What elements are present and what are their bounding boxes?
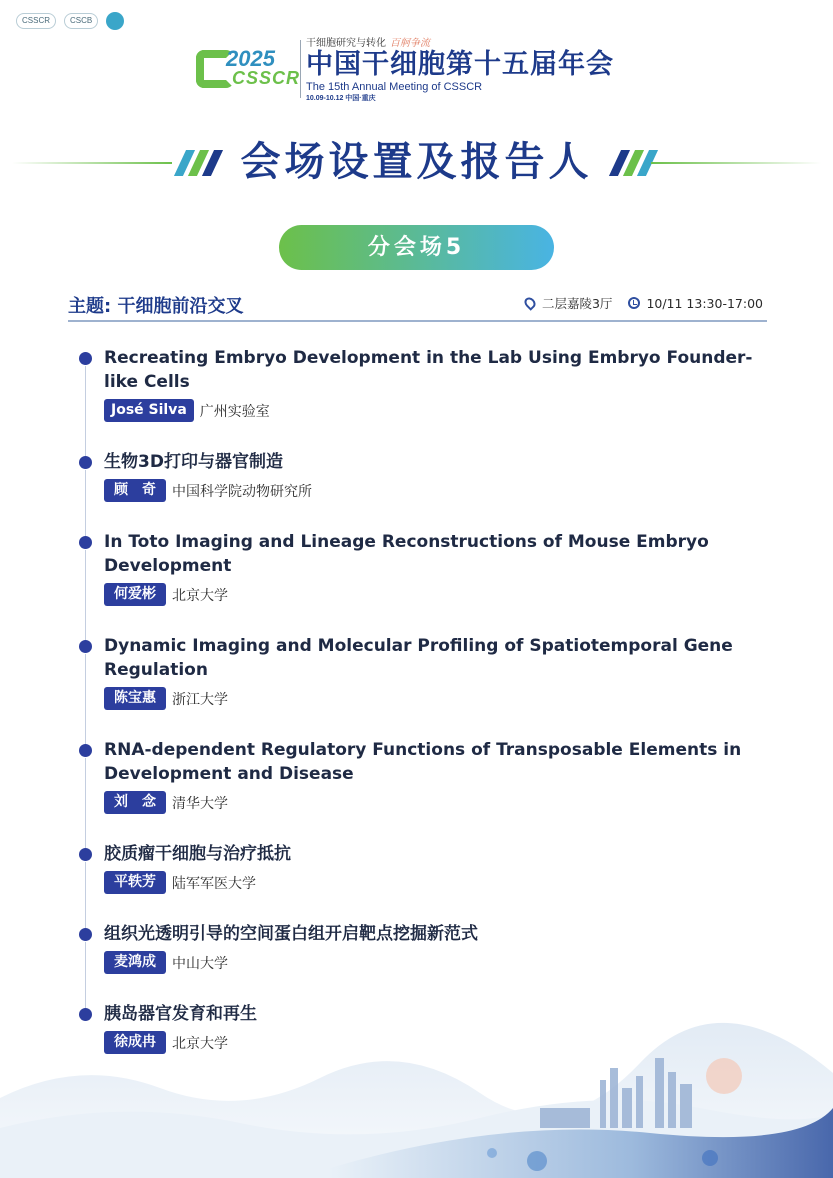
session-time: 10/11 13:30-17:00 xyxy=(646,295,763,311)
speaker-badge: 刘 念 xyxy=(104,791,166,814)
location-pin-icon xyxy=(522,295,538,311)
talk-title: Recreating Embryo Development in the Lab Using Embryo Founder-like Cells xyxy=(104,348,753,392)
slogan-text: 干细胞研究与转化 xyxy=(306,38,386,49)
theme-row xyxy=(68,290,767,322)
talk-title: 胶质瘤干细胞与治疗抵抗 xyxy=(104,844,291,864)
timeline-line xyxy=(85,758,86,848)
session-pill: 分会场5 xyxy=(279,225,554,270)
partner-logos xyxy=(16,12,124,30)
talk-title: Dynamic Imaging and Molecular Profiling of Spatiotemporal Gene Regulation xyxy=(104,636,733,680)
logo-letters: CSSCR xyxy=(232,68,301,88)
clock-icon xyxy=(628,297,640,309)
cscb-logo: CSCB xyxy=(64,13,98,29)
bullet-dot xyxy=(79,536,92,549)
speaker-row xyxy=(104,791,768,814)
brand-divider xyxy=(300,40,301,98)
slogan-script: 百舸争流 xyxy=(390,38,430,49)
bullet-dot xyxy=(79,640,92,653)
conference-subtitle: The 15th Annual Meeting of CSSCR xyxy=(306,81,483,93)
bullet-dot xyxy=(79,848,92,861)
speaker-row xyxy=(104,399,768,422)
timeline-line xyxy=(85,366,86,456)
session-location: 二层嘉陵3厅 xyxy=(541,296,613,311)
csscr-logo: CSSCR xyxy=(16,13,56,29)
section-header xyxy=(0,128,833,188)
bullet-dot xyxy=(79,456,92,469)
bullet-dot xyxy=(79,744,92,757)
brand-text xyxy=(306,34,614,103)
timeline-line xyxy=(85,550,86,640)
speaker-badge: José Silva xyxy=(104,399,194,422)
conference-title: 中国干细胞第十五届年会 xyxy=(306,49,614,80)
speaker-badge: 顾 奇 xyxy=(104,479,166,502)
talk-item xyxy=(78,922,768,1002)
csscr-2025-logo xyxy=(196,46,301,90)
talk-item xyxy=(78,842,768,922)
timeline-line xyxy=(85,862,86,928)
speaker-affiliation: 北京大学 xyxy=(172,587,228,604)
brand-slogan xyxy=(306,34,614,49)
speaker-badge: 徐成冉 xyxy=(104,1031,166,1054)
session-meta xyxy=(525,294,763,312)
bullet-dot xyxy=(79,928,92,941)
talk-list xyxy=(78,346,768,1072)
speaker-row xyxy=(104,871,768,894)
speaker-affiliation: 清华大学 xyxy=(172,795,228,812)
talk-title: In Toto Imaging and Lineage Reconstructions of Mouse Embryo Development xyxy=(104,532,709,576)
speaker-affiliation: 中山大学 xyxy=(172,955,228,972)
speaker-badge: 陈宝惠 xyxy=(104,687,166,710)
speaker-row xyxy=(104,479,768,502)
talk-item xyxy=(78,530,768,634)
right-rule xyxy=(651,162,821,164)
speaker-row xyxy=(104,687,768,710)
timeline-line xyxy=(85,470,86,536)
city-landscape-illustration xyxy=(0,1018,833,1178)
speaker-affiliation: 陆军军医大学 xyxy=(172,875,256,892)
speaker-affiliation: 浙江大学 xyxy=(172,691,228,708)
conference-dates: 10.09-10.12 中国·重庆 xyxy=(306,95,376,102)
talk-item xyxy=(78,738,768,842)
speaker-affiliation: 广州实验室 xyxy=(199,403,270,420)
speaker-badge: 平轶芳 xyxy=(104,871,166,894)
talk-item xyxy=(78,634,768,738)
talk-title: 生物3D打印与器官制造 xyxy=(104,452,283,472)
logo-year: 2025 xyxy=(226,46,275,71)
timeline-line xyxy=(85,942,86,1008)
conference-brand xyxy=(196,34,636,104)
timeline-line xyxy=(85,654,86,744)
talk-title: 组织光透明引导的空间蛋白组开启靶点挖掘新范式 xyxy=(104,924,478,944)
talk-item xyxy=(78,450,768,530)
talk-title: RNA-dependent Regulatory Functions of Transposable Elements in Development and Disease xyxy=(104,740,742,784)
speaker-affiliation: 北京大学 xyxy=(172,1035,228,1052)
speaker-badge: 何爱彬 xyxy=(104,583,166,606)
speaker-row xyxy=(104,951,768,974)
speaker-badge: 麦鸿成 xyxy=(104,951,166,974)
speaker-affiliation: 中国科学院动物研究所 xyxy=(172,483,312,500)
bullet-dot xyxy=(79,352,92,365)
talk-title: 胰岛器官发育和再生 xyxy=(104,1004,257,1024)
talk-item xyxy=(78,346,768,450)
society-seal-icon xyxy=(106,12,124,30)
section-title: 会场设置及报告人 xyxy=(240,138,593,185)
theme-label: 主题: 干细胞前沿交叉 xyxy=(68,296,244,317)
speaker-row xyxy=(104,583,768,606)
